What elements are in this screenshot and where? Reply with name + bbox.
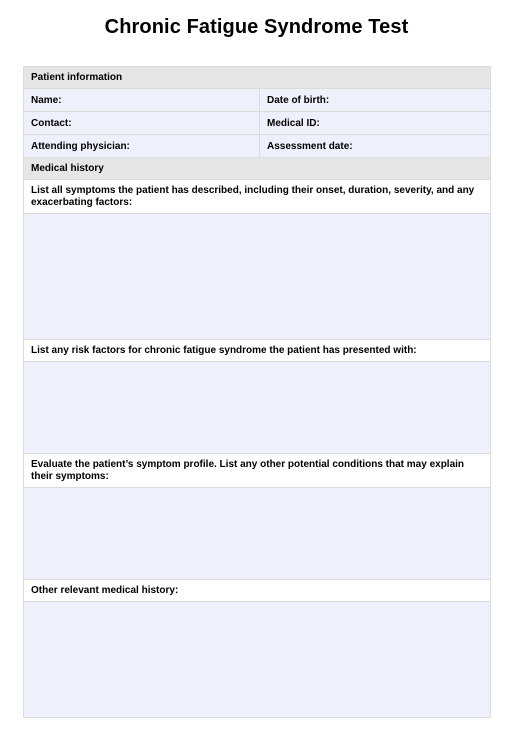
contact-field[interactable]: Contact: xyxy=(24,112,260,134)
date-of-birth-field[interactable]: Date of birth: xyxy=(260,89,490,111)
page-title: Chronic Fatigue Syndrome Test xyxy=(104,16,409,38)
patient-information-header xyxy=(24,67,490,89)
form-row-physician-date xyxy=(24,135,490,158)
attending-physician-field[interactable]: Attending physician: xyxy=(24,135,260,157)
section-header-label: Patient information xyxy=(24,67,490,88)
symptom-profile-prompt: Evaluate the patient’s symptom profile. List any other potential conditions that may explain their symptoms: xyxy=(24,454,490,488)
symptoms-answer-box[interactable] xyxy=(24,214,490,340)
assessment-form xyxy=(23,66,491,718)
form-row-contact-medical-id xyxy=(24,112,490,135)
symptom-profile-answer-box[interactable] xyxy=(24,488,490,580)
form-row-name-dob xyxy=(24,89,490,112)
risk-factors-answer-box[interactable] xyxy=(24,362,490,454)
section-header-label: Medical history xyxy=(24,158,490,179)
symptoms-prompt: List all symptoms the patient has described, including their onset, duration, severity, and any exacerbating factors: xyxy=(24,180,490,214)
medical-history-header xyxy=(24,158,490,180)
medical-id-field[interactable]: Medical ID: xyxy=(260,112,490,134)
other-history-answer-box[interactable] xyxy=(24,602,490,717)
other-history-prompt: Other relevant medical history: xyxy=(24,580,490,602)
assessment-date-field[interactable]: Assessment date: xyxy=(260,135,490,157)
risk-factors-prompt: List any risk factors for chronic fatigue syndrome the patient has presented with: xyxy=(24,340,490,362)
name-field[interactable]: Name: xyxy=(24,89,260,111)
